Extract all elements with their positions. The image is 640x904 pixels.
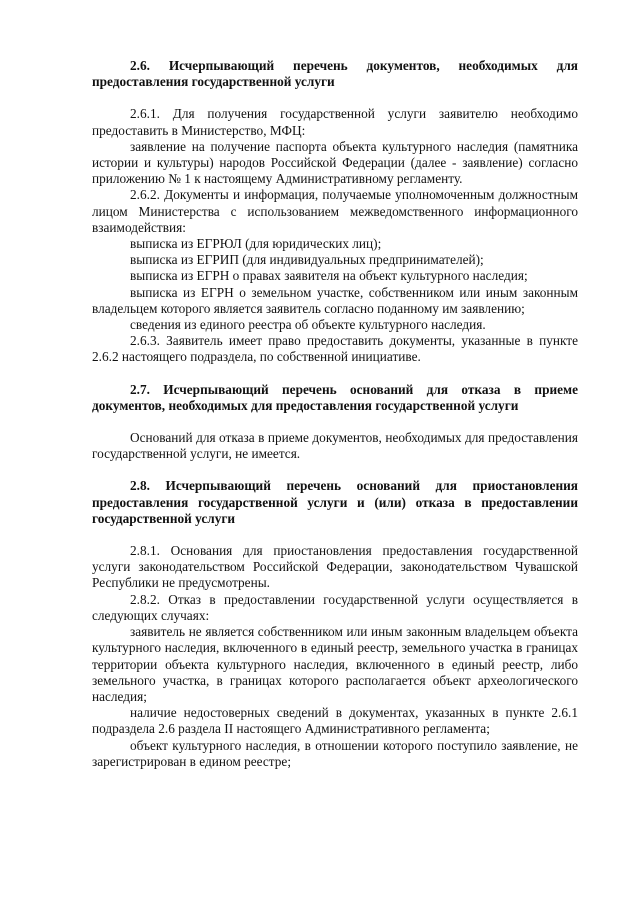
section-heading: 2.6. Исчерпывающий перечень документов, необходимых для предоставления государственной услуги [92, 58, 578, 90]
list-item: выписка из ЕГРЮЛ (для юридических лиц); [130, 236, 382, 252]
paragraph: 2.8.2. Отказ в предоставлении государственной услуги осуществляется в следующих случаях: [92, 591, 578, 623]
section-heading: 2.7. Исчерпывающий перечень оснований для отказа в приеме документов, необходимых для предоставления государственной услуги [92, 381, 578, 413]
list-item: выписка из ЕГРН о правах заявителя на объект культурного наследия; [130, 268, 528, 284]
paragraph: 2.6.3. Заявитель имеет право предоставить документы, указанные в пункте 2.6.2 настоящего подраздела, по собственной инициативе. [92, 333, 578, 365]
list-item: выписка из ЕГРН о земельном участке, собственником или иным законным владельцем которого является заявитель согласно поданному им заявлению; [92, 284, 578, 316]
paragraph: заявление на получение паспорта объекта культурного наследия (памятника истории и культуры) народов Российской Федерации (далее - заявление) согласно приложению № 1 к настоящему Административному регламенту. [92, 138, 578, 187]
section-2-7 [92, 382, 578, 463]
list-item: сведения из единого реестра об объекте культурного наследия. [130, 317, 486, 333]
paragraph: 2.6.2. Документы и информация, получаемые уполномоченным должностным лицом Министерства с использованием межведомственного информационного взаимодействия: [92, 187, 578, 235]
list-item: выписка из ЕГРИП (для индивидуальных предпринимателей); [130, 252, 484, 268]
list-item: объект культурного наследия, в отношении которого поступило заявление, не зарегистрирован в едином реестре; [92, 737, 578, 769]
list-item: заявитель не является собственником или иным законным владельцем объекта культурного наследия, включенного в единый реестр, земельного участка в границах территории объекта культурного наследия, включенного в единый реестр, либо земельного участка, в границах которого располагается объект археологического наследия; [92, 624, 578, 704]
section-heading: 2.8. Исчерпывающий перечень оснований для приостановления предоставления государственной услуги и (или) отказа в предоставлении государственной услуги [92, 478, 578, 526]
document-page [92, 58, 578, 770]
section-2-8 [92, 478, 578, 769]
paragraph: Оснований для отказа в приеме документов, необходимых для предоставления государственной услуги, не имеется. [92, 430, 578, 462]
list-item: наличие недостоверных сведений в документах, указанных в пункте 2.6.1 подраздела 2.6 раздела II настоящего Административного регламента; [92, 705, 578, 737]
paragraph: 2.6.1. Для получения государственной услуги заявителю необходимо предоставить в Министерство, МФЦ: [92, 106, 578, 138]
paragraph: 2.8.1. Основания для приостановления предоставления государственной услуги законодательством Российской Федерации, законодательством Чувашской Республики не предусмотрены. [92, 543, 578, 591]
section-2-6 [92, 58, 578, 366]
